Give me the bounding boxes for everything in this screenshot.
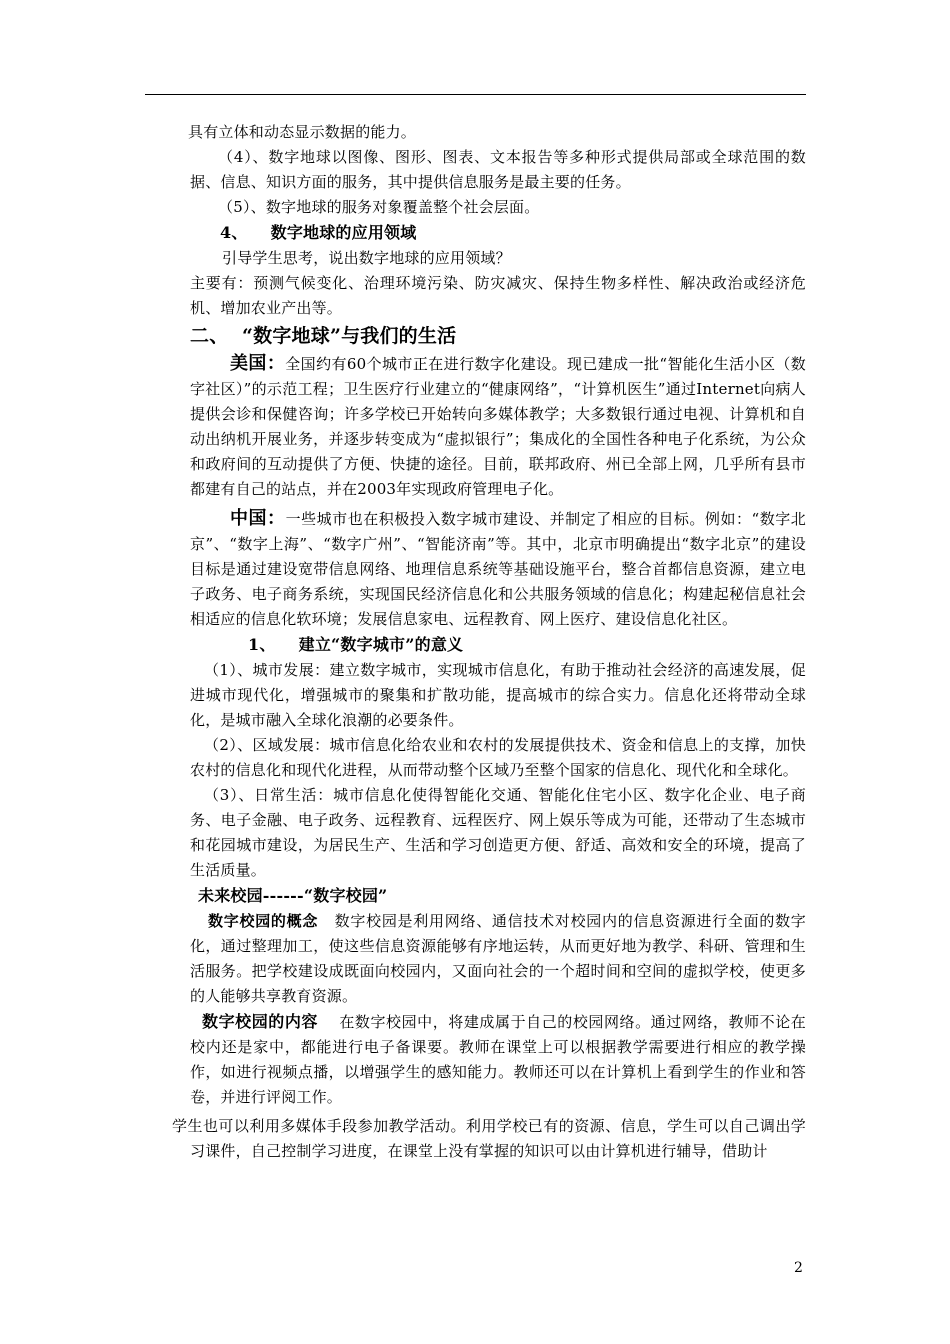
paragraph: （3）、日常生活：城市信息化使得智能化交通、智能化住宅小区、数字化企业、电子商务、电子金融、电子政务、远程教育、远程医疗、网上娱乐等成为可能，还带动了生态城市和花园城市建设，为居民生产、生活和学习创造更方便、舒适、高效和安全的环境，提高了生活质量。 — [190, 786, 806, 879]
usa-paragraph — [190, 351, 806, 502]
campus-title: 未来校园------“数字校园” — [198, 886, 388, 905]
paragraph: 主要有：预测气候变化、治理环境污染、防灾减灾、保持生物多样性、解决政治或经济危机、增加农业产出等。 — [190, 274, 806, 317]
usa-label: 美国： — [230, 353, 286, 374]
concept-text: 数字校园是利用网络、通信技术对校园内的信息资源进行全面的数字化，通过整理加工，使这些信息资源能够有序地运转，从而更好地为教学、科研、管理和生活服务。把学校建设成既面向校园内，又面向社会的一个超时间和空间的虚拟学校，使更多的人能够共享教育资源。 — [190, 912, 806, 1005]
section-heading: 4、 数字地球的应用领域 — [220, 223, 417, 242]
page-number: 2 — [794, 1260, 803, 1276]
paragraph: （1）、城市发展：建立数字城市，实现城市信息化，有助于推动社会经济的高速发展，促进城市现代化，增强城市的聚集和扩散功能，提高城市的综合实力。信息化还将带动全球化，是城市融入全球化浪潮的必要条件。 — [190, 661, 806, 729]
content-text: 在数字校园中，将建成属于自己的校园网络。通过网络，教师不论在校内还是家中，都能进行电子备课要。教师在课堂上可以根据教学需要进行相应的教学操作，如进行视频点播，以增强学生的感知能力。教师还可以在计算机上看到学生的作业和答卷，并进行评阅工作。 — [190, 1013, 806, 1106]
concept-paragraph — [190, 909, 806, 1009]
paragraph: 具有立体和动态显示数据的能力。 — [188, 123, 417, 141]
page-body — [172, 120, 806, 1164]
paragraph: （4）、数字地球以图像、图形、图表、文本报告等多种形式提供局部或全球范围的数据、信息、知识方面的服务，其中提供信息服务是最主要的任务。 — [190, 148, 806, 191]
paragraph: 学生也可以利用多媒体手段参加教学活动。利用学校已有的资源、信息，学生可以自己调出学习课件，自己控制学习进度，在课堂上没有掌握的知识可以由计算机进行辅导，借助计 — [172, 1117, 806, 1160]
usa-text: 全国约有60个城市正在进行数字化建设。现已建成一批“智能化生活小区（数字社区）”的示范工程；卫生医疗行业建立的“健康网络”，“计算机医生”通过Internet向病人提供会诊和保健咨询；许多学校已开始转向多媒体教学；大多数银行通过电视、计算机和自动出纳机开展业务，并逐步转变成为“虚拟银行”；集成化的全国性各种电子化系统，为公众和政府间的互动提供了方便、快捷的途径。目前，联邦政府、州已全部上网，几乎所有县市都建有自己的站点，并在2003年实现政府管理电子化。 — [190, 355, 806, 498]
section-heading: 1、 建立“数字城市”的意义 — [248, 635, 464, 654]
content-paragraph — [190, 1009, 806, 1110]
paragraph: （2）、区域发展：城市信息化给农业和农村的发展提供技术、资金和信息上的支撑，加快农村的信息化和现代化进程，从而带动整个区域乃至整个国家的信息化、现代化和全球化。 — [190, 736, 806, 779]
paragraph: 引导学生思考，说出数字地球的应用领域？ — [222, 249, 511, 267]
chapter-heading: 二、 “数字地球”与我们的生活 — [190, 325, 457, 347]
concept-label: 数字校园的概念 — [208, 912, 319, 930]
header-rule — [145, 94, 806, 95]
china-label: 中国： — [230, 508, 286, 529]
paragraph: （5）、数字地球的服务对象覆盖整个社会层面。 — [218, 198, 540, 216]
content-label: 数字校园的内容 — [202, 1012, 318, 1031]
china-paragraph — [190, 506, 806, 632]
china-text: 一些城市也在积极投入数字城市建设、并制定了相应的目标。例如：“数字北京”、“数字上海”、“数字广州”、“智能济南”等。其中，北京市明确提出“数字北京”的建设目标是通过建设宽带信息网络、地理信息系统等基础设施平台，整合首都信息资源，建立电子政务、电子商务系统，实现国民经济信息化和公共服务领域的信息化；构建起秘信息社会相适应的信息化软环境；发展信息家电、远程教育、网上医疗、建设信息化社区。 — [190, 510, 806, 628]
